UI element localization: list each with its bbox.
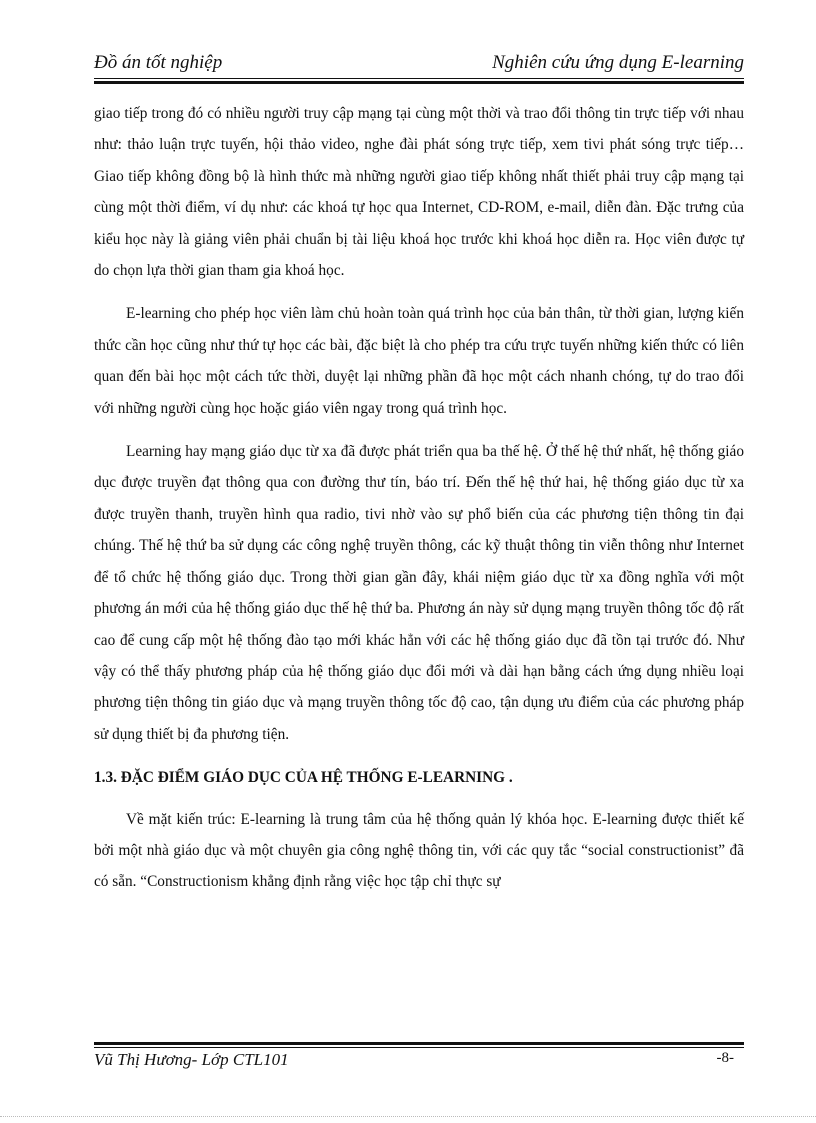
paragraph-3: Learning hay mạng giáo dục từ xa đã được phát triển qua ba thế hệ. Ở thế hệ thứ nhất, hệ thống giáo dục được truyền đạt thông qua con đường thư tín, báo trí. Đến thế hệ thứ hai, hệ thống giáo dục từ xa được truyền thanh, truyền hình qua radio, tivi nhờ vào sự phổ biến của các phương tiện thông tin đại chúng. Thế hệ thứ ba sử dụng các công nghệ truyền thông, các kỹ thuật thông tin viễn thông như Internet để tổ chức hệ thống giáo dục. Trong thời gian gần đây, khái niệm giáo dục từ xa đồng nghĩa với một phương án mới của hệ thống giáo dục thế hệ thứ ba. Phương án này sử dụng mạng truyền thông tốc độ rất cao để cung cấp một hệ thống đào tạo mới khác hẳn với các hệ thống giáo dục đã tồn tại trước đó. Như vậy có thể thấy phương pháp của hệ thống giáo dục đổi mới và dài hạn bằng cách ứng dụng nhiều loại phương tiện thông tin giáo dục và mạng truyền thông tốc độ cao, tận dụng ưu điểm của các phương pháp sử dụng thiết bị đa phương tiện. [94, 443, 744, 743]
footer-rule-thin [94, 1047, 744, 1048]
page-bottom-margin [0, 1116, 816, 1117]
page-number: -8- [716, 1050, 734, 1066]
paragraph-1: giao tiếp trong đó có nhiều người truy cập mạng tại cùng một thời và trao đổi thông tin trực tiếp với nhau như: thảo luận trực tuyến, hội thảo video, nghe đài phát sóng trực tiếp, xem tivi phát sóng trực tiếp… Giao tiếp không đồng bộ là hình thức mà những người giao tiếp không nhất thiết phải truy cập mạng tại cùng một thời điểm, ví dụ như: các khoá tự học qua Internet, CD-ROM, e-mail, diễn đàn. Đặc trưng của kiểu học này là giảng viên phải chuẩn bị tài liệu khoá học trước khi khoá học diễn ra. Học viên được tự do chọn lựa thời gian tham gia khoá học. [94, 105, 744, 280]
paragraph-2: E-learning cho phép học viên làm chủ hoàn toàn quá trình học của bản thân, từ thời gian, lượng kiến thức cần học cũng như thứ tự học các bài, đặc biệt là cho phép tra cứu trực tuyến những kiến thức có liên quan đến bài học một cách tức thời, duyệt lại những phần đã học một cách nhanh chóng, tự do trao đổi với những người cùng học hoặc giáo viên ngay trong quá trình học. [94, 305, 744, 417]
header-topic-title: Nghiên cứu ứng dụng E-learning [492, 52, 744, 73]
footer-rule-thick [94, 1042, 744, 1045]
section-paragraph: Về mặt kiến trúc: E-learning là trung tâm của hệ thống quản lý khóa học. E-learning được thiết kế bởi một nhà giáo dục và một chuyên gia công nghệ thông tin, với các quy tắc “social constructionist” đã có sẵn. “Constructionism khẳng định rằng việc học tập chỉ thực sự [94, 810, 744, 891]
page-header [94, 52, 744, 76]
body-text [94, 98, 744, 898]
section-heading: 1.3. ĐẶC ĐIỂM GIÁO DỤC CỦA HỆ THỐNG E-LEARNING . [94, 769, 513, 787]
header-document-title: Đồ án tốt nghiệp [94, 52, 223, 73]
page-footer [94, 1050, 744, 1074]
footer-author: Vũ Thị Hương- Lớp CTL101 [94, 1050, 289, 1069]
header-rule-thick [94, 81, 744, 84]
header-rule-thin [94, 78, 744, 79]
